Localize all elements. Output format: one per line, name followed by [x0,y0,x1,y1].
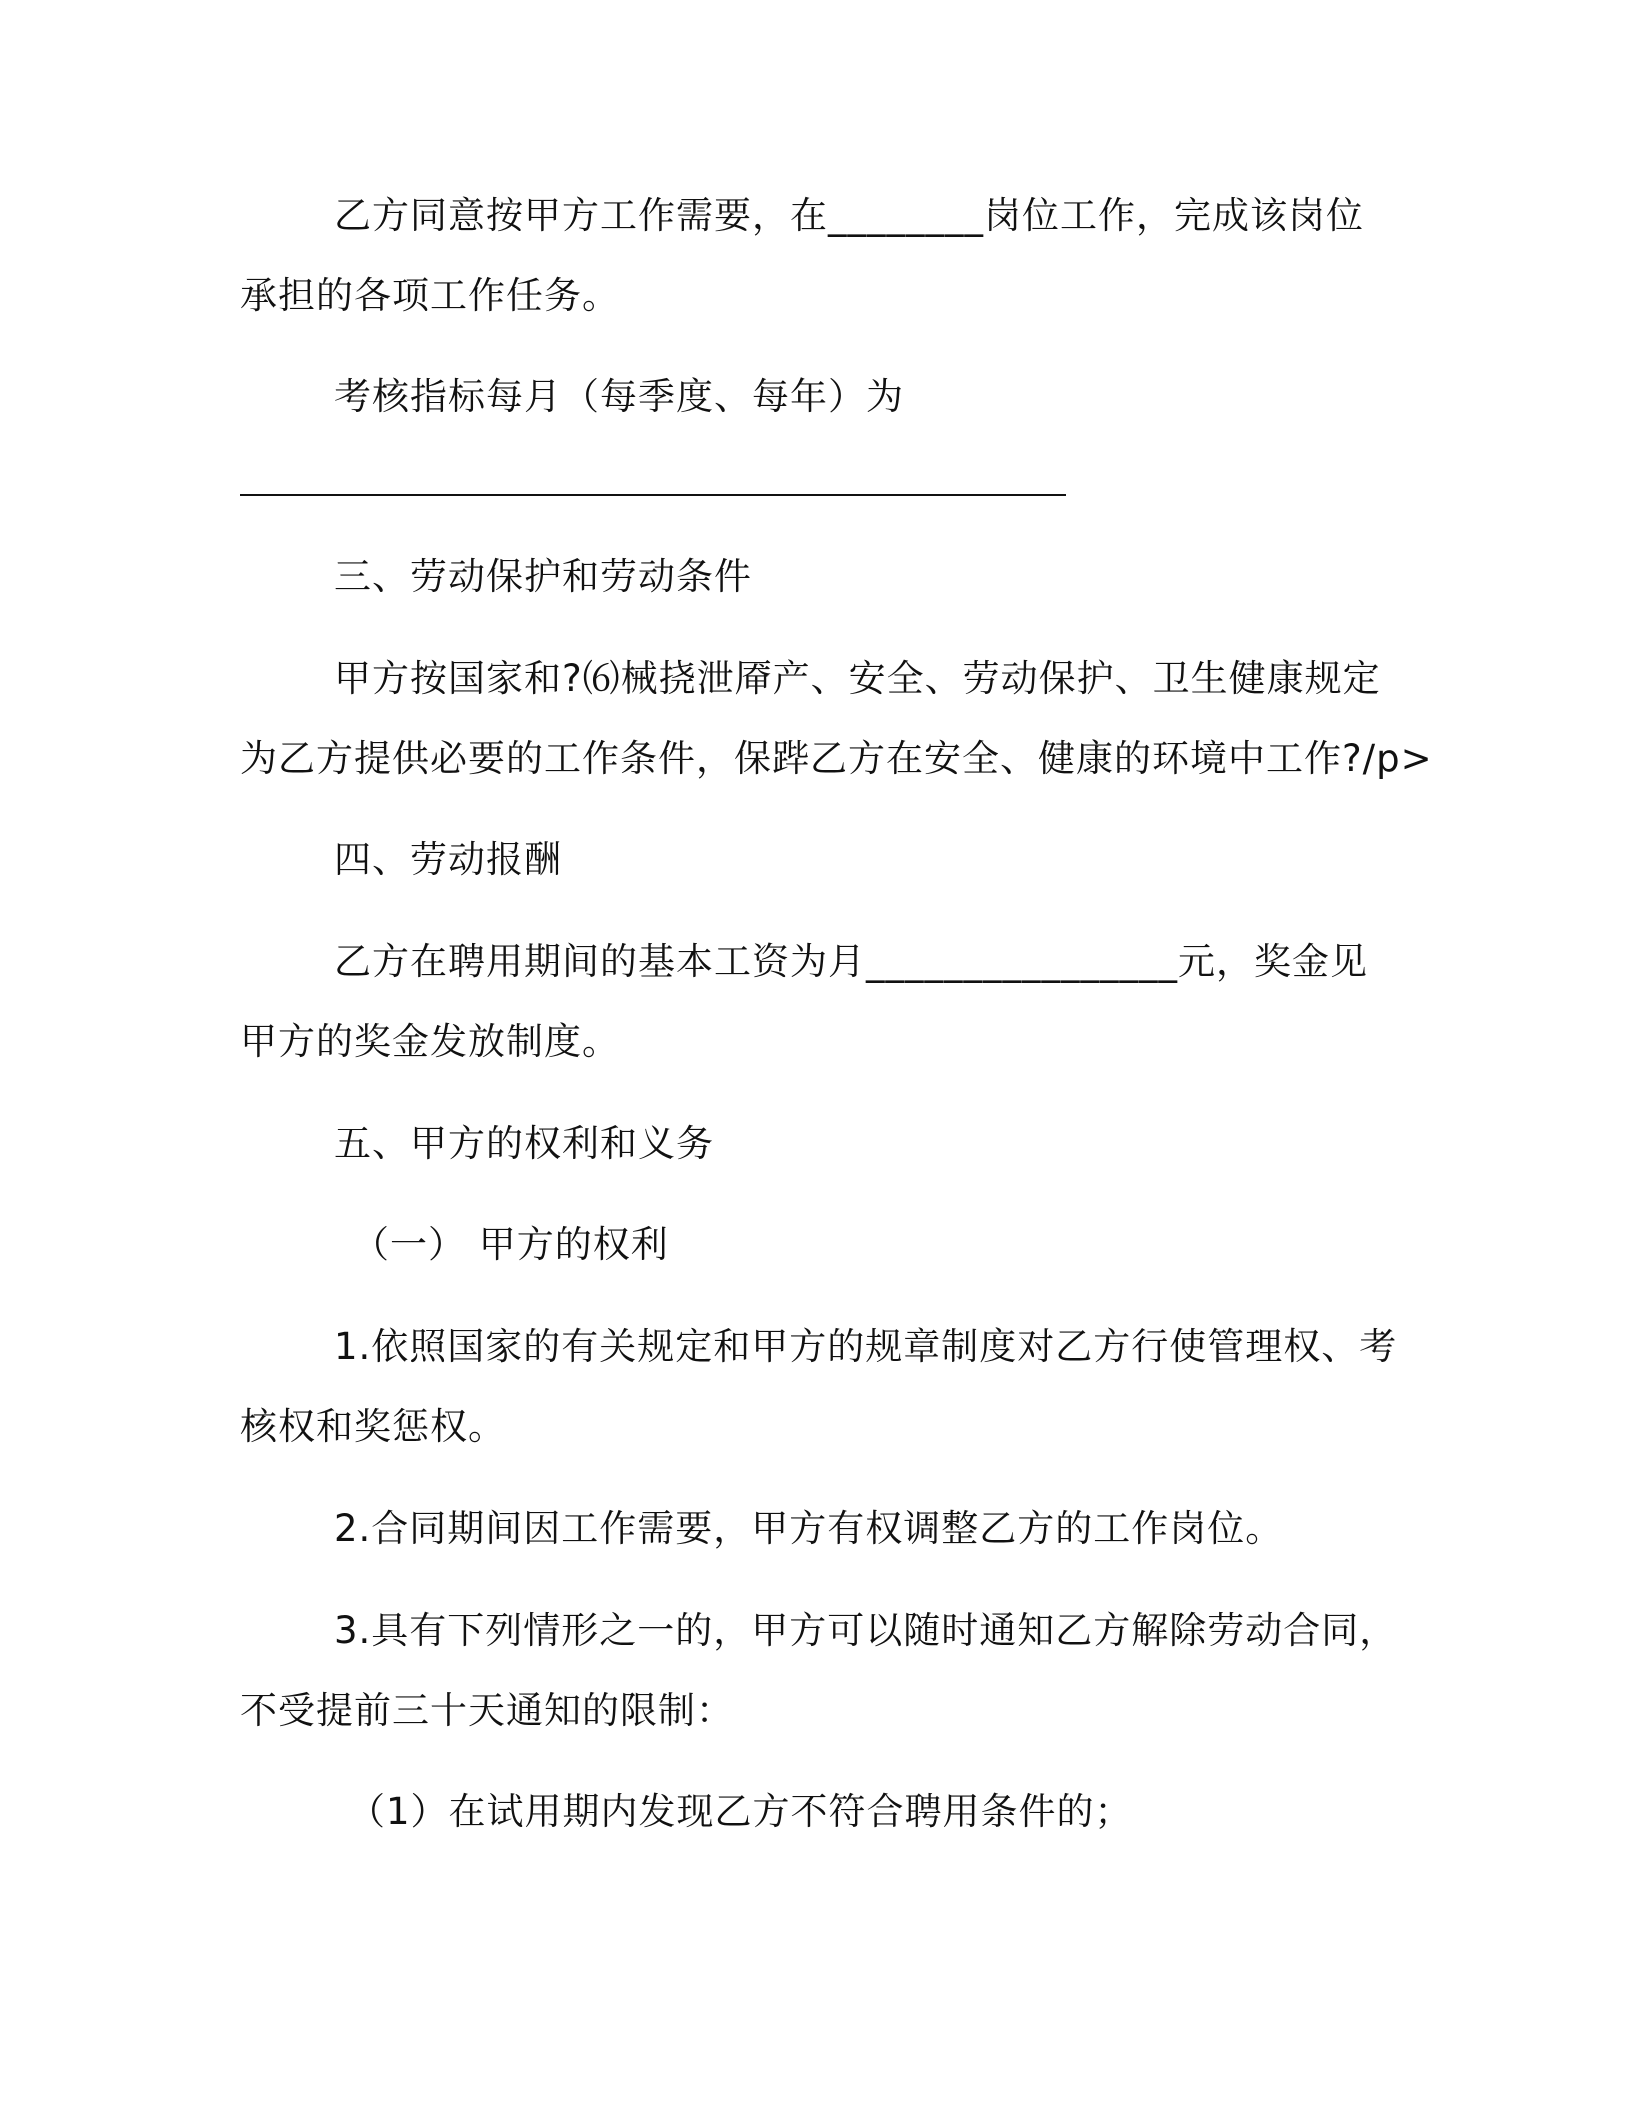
fill-in-blank-line [240,494,1066,496]
paragraph-line: 核权和奖惩权。 [240,1405,506,1448]
paragraph-line: 考核指标每月（每季度、每年）为 [334,375,904,418]
subsection-heading: （一） 甲方的权利 [352,1223,669,1266]
section-heading: 三、劳动保护和劳动条件 [334,555,752,598]
paragraph-line: 乙方同意按甲方工作需要，在________岗位工作，完成该岗位 [334,194,1364,237]
paragraph-line: 为乙方提供必要的工作条件，保跸乙方在安全、健康的环境中工作?/p> [240,737,1433,780]
paragraph-line: 乙方在聘用期间的基本工资为月________________元，奖金见 [334,940,1368,983]
section-heading: 五、甲方的权利和义务 [334,1122,714,1165]
section-heading: 四、劳动报酬 [334,838,562,881]
paragraph-line: 承担的各项工作任务。 [240,274,620,317]
paragraph-line: 不受提前三十天通知的限制： [240,1689,734,1732]
paragraph-line: 甲方的奖金发放制度。 [240,1020,620,1063]
paragraph-line: 3.具有下列情形之一的，甲方可以随时通知乙方解除劳动合同， [334,1609,1398,1652]
list-item: （1）在试用期内发现乙方不符合聘用条件的； [348,1790,1133,1833]
paragraph-line: 甲方按国家和?⑹械挠泄厣产、安全、劳动保护、卫生健康规定 [334,657,1381,700]
paragraph-line: 2.合同期间因工作需要，甲方有权调整乙方的工作岗位。 [334,1507,1284,1550]
paragraph-line: 1.依照国家的有关规定和甲方的规章制度对乙方行使管理权、考 [334,1325,1398,1368]
